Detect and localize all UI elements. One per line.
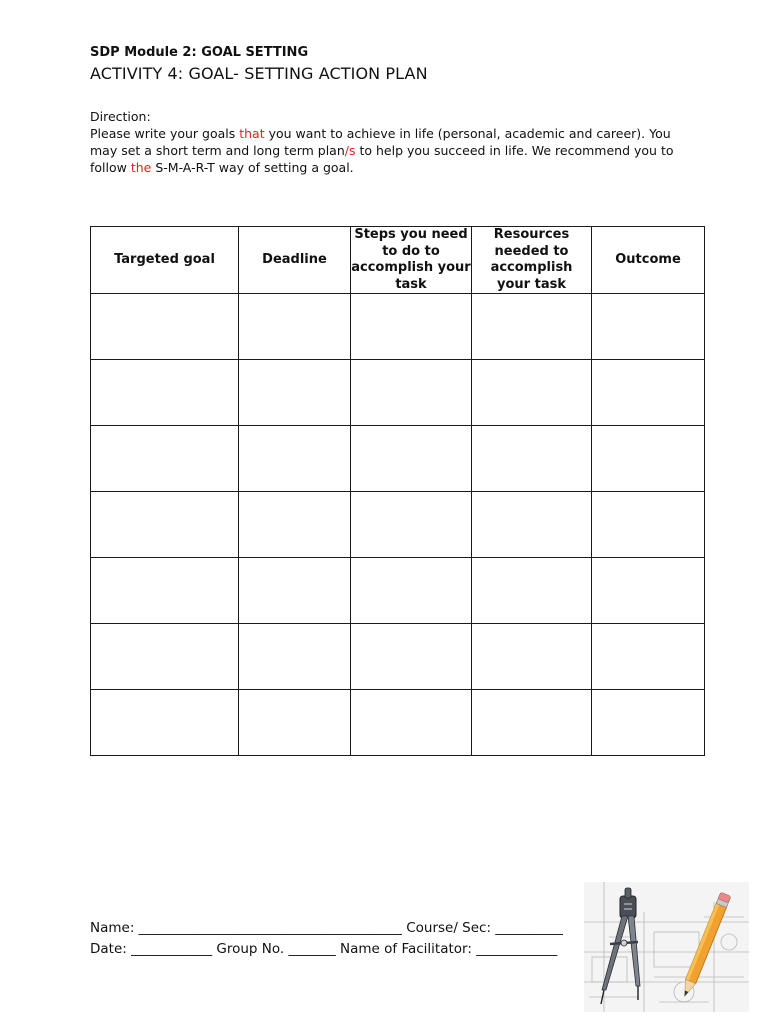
table-cell[interactable] [351, 294, 472, 360]
direction-label: Direction: [90, 109, 151, 124]
table-cell[interactable] [91, 360, 239, 426]
table-row [91, 492, 705, 558]
direction-part: S-M-A-R-T way of setting a goal. [151, 160, 354, 175]
drafting-compass-and-pencil-icon [584, 882, 749, 1012]
table-cell[interactable] [472, 294, 592, 360]
direction-highlight: that [239, 126, 265, 141]
table-cell[interactable] [472, 690, 592, 756]
table-cell[interactable] [351, 558, 472, 624]
goal-action-plan-table [90, 226, 705, 756]
table-cell[interactable] [239, 426, 351, 492]
direction-part: Please write your goals [90, 126, 240, 141]
column-header-steps: Steps you need to do to accomplish your task [351, 227, 471, 292]
direction-part: you want to achieve in life (personal, academic and career). You may set a short term and long term plan [90, 126, 671, 158]
direction-text [90, 125, 690, 176]
column-header-deadline: Deadline [239, 227, 351, 294]
table-cell[interactable] [351, 624, 472, 690]
table-cell[interactable] [91, 294, 239, 360]
table-cell[interactable] [91, 690, 239, 756]
table-header-row [91, 227, 705, 294]
footer-name-line: Name: _______________________________________ Course/ Sec: __________ [90, 920, 563, 936]
table-row [91, 294, 705, 360]
table-cell[interactable] [239, 624, 351, 690]
table-cell[interactable] [472, 426, 592, 492]
direction-part: to help you succeed in life. We recommend you to follow [90, 143, 674, 175]
column-header-targeted-goal: Targeted goal [91, 227, 239, 294]
table-cell[interactable] [239, 360, 351, 426]
table-cell[interactable] [91, 492, 239, 558]
table-cell[interactable] [239, 294, 351, 360]
table-cell[interactable] [592, 690, 705, 756]
table-cell[interactable] [472, 360, 592, 426]
table-cell[interactable] [91, 624, 239, 690]
table-cell[interactable] [351, 360, 472, 426]
table-cell[interactable] [472, 492, 592, 558]
table-row [91, 624, 705, 690]
table-cell[interactable] [592, 360, 705, 426]
table-cell[interactable] [239, 558, 351, 624]
table-cell[interactable] [239, 690, 351, 756]
table-cell[interactable] [592, 294, 705, 360]
column-header-resources: Resources needed to accomplish your task [472, 227, 592, 294]
table-cell[interactable] [592, 492, 705, 558]
table-cell[interactable] [592, 558, 705, 624]
table-row [91, 360, 705, 426]
direction-highlight: /s [344, 143, 356, 158]
column-header-outcome: Outcome [592, 227, 705, 294]
table-cell[interactable] [91, 558, 239, 624]
table-row [91, 558, 705, 624]
table-cell[interactable] [351, 690, 472, 756]
footer-date-line: Date: ____________ Group No. _______ Name of Facilitator: ____________ [90, 941, 558, 957]
module-title: SDP Module 2: GOAL SETTING [90, 45, 309, 60]
activity-title: ACTIVITY 4: GOAL- SETTING ACTION PLAN [90, 64, 428, 83]
direction-highlight: the [130, 160, 152, 175]
table-cell[interactable] [351, 492, 472, 558]
table-row [91, 690, 705, 756]
table-cell[interactable] [472, 558, 592, 624]
table-cell[interactable] [472, 624, 592, 690]
table-row [91, 426, 705, 492]
table-cell[interactable] [592, 624, 705, 690]
table-cell[interactable] [592, 426, 705, 492]
table-cell[interactable] [351, 426, 472, 492]
table-cell[interactable] [91, 426, 239, 492]
table-cell[interactable] [239, 492, 351, 558]
